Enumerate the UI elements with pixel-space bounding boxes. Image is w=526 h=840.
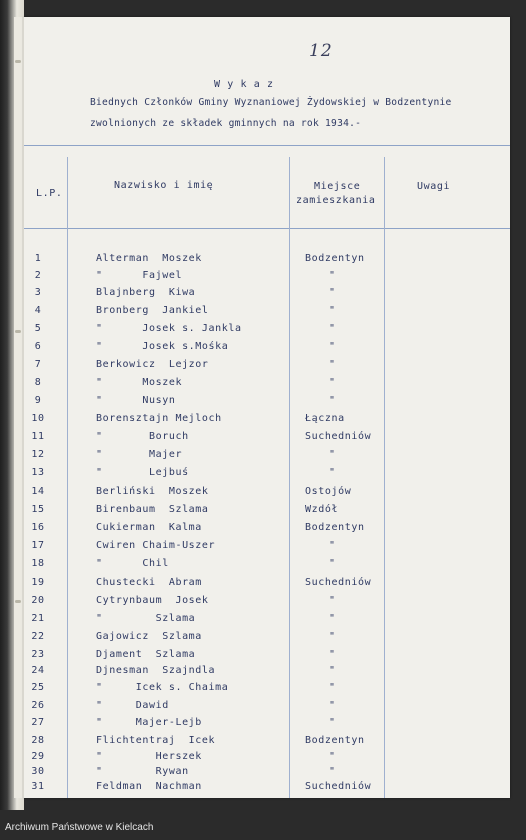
- row-name: " Josek s. Jankla: [96, 323, 242, 334]
- archive-label: Archiwum Państwowe w Kielcach: [5, 822, 154, 833]
- row-name: Blajnberg Kiwa: [96, 287, 196, 298]
- row-name: " Josek s.Mośka: [96, 341, 229, 352]
- row-name: Bronberg Jankiel: [96, 305, 209, 316]
- row-place: ": [329, 558, 336, 569]
- row-name: Cukierman Kalma: [96, 522, 202, 533]
- row-name: " Moszek: [96, 377, 183, 388]
- row-number: 25: [31, 682, 45, 693]
- row-number: 31: [31, 781, 45, 792]
- row-place: ": [329, 305, 336, 316]
- row-name: Berkowicz Lejzor: [96, 359, 209, 370]
- row-place: Suchedniów: [305, 577, 372, 588]
- document-subtitle-line1: Biednych Członków Gminy Wyznaniowej Żydowskiej w Bodzentynie: [90, 97, 452, 108]
- row-number: 3: [34, 287, 42, 298]
- row-number: 23: [31, 649, 45, 660]
- row-number: 24: [31, 665, 45, 676]
- row-name: Feldman Nachman: [96, 781, 202, 792]
- header-notes: Uwagi: [417, 181, 451, 192]
- row-name: Cytrynbaum Josek: [96, 595, 209, 606]
- row-number: 22: [31, 631, 45, 642]
- row-number: 6: [34, 341, 42, 352]
- row-place: Bodzentyn: [305, 735, 365, 746]
- row-place: ": [329, 540, 336, 551]
- document-page: [24, 17, 510, 798]
- row-place: ": [329, 665, 336, 676]
- row-name: Birenbaum Szlama: [96, 504, 209, 515]
- row-name: Berliński Moszek: [96, 486, 209, 497]
- row-place: Łączna: [305, 413, 345, 424]
- table-top-rule: [24, 145, 510, 146]
- table-header-rule: [24, 228, 510, 229]
- row-place: Suchedniów: [305, 431, 372, 442]
- row-name: " Rywan: [96, 766, 189, 777]
- row-name: " Majer: [96, 449, 183, 460]
- row-place: ": [329, 700, 336, 711]
- row-number: 5: [34, 323, 42, 334]
- row-name: " Herszek: [96, 751, 202, 762]
- binding-mark: [15, 60, 21, 63]
- row-number: 17: [31, 540, 45, 551]
- row-name: Djnesman Szajndla: [96, 665, 216, 676]
- row-place: ": [329, 359, 336, 370]
- row-place: ": [329, 766, 336, 777]
- row-place: ": [329, 682, 336, 693]
- row-number: 13: [31, 467, 45, 478]
- document-subtitle-line2: zwolnionych ze składek gminnych na rok 1934.-: [90, 118, 362, 129]
- row-number: 14: [31, 486, 45, 497]
- row-number: 20: [31, 595, 45, 606]
- row-number: 29: [31, 751, 45, 762]
- row-number: 15: [31, 504, 45, 515]
- row-number: 9: [34, 395, 42, 406]
- row-number: 11: [31, 431, 45, 442]
- row-number: 4: [34, 305, 42, 316]
- binding-mark: [15, 600, 21, 603]
- row-place: Suchedniów: [305, 781, 372, 792]
- row-name: Djament Szlama: [96, 649, 196, 660]
- row-place: ": [329, 751, 336, 762]
- row-number: 27: [31, 717, 45, 728]
- document-title: W y k a z: [214, 79, 274, 90]
- page-number: 12: [309, 41, 333, 61]
- column-divider: [67, 157, 68, 798]
- row-number: 30: [31, 766, 45, 777]
- row-name: " Chil: [96, 558, 169, 569]
- row-place: ": [329, 341, 336, 352]
- row-name: Chustecki Abram: [96, 577, 202, 588]
- row-name: Cwiren Chaim-Uszer: [96, 540, 216, 551]
- row-name: Gajowicz Szlama: [96, 631, 202, 642]
- row-number: 7: [34, 359, 42, 370]
- row-name: " Nusyn: [96, 395, 176, 406]
- row-number: 12: [31, 449, 45, 460]
- row-name: " Boruch: [96, 431, 189, 442]
- row-number: 8: [34, 377, 42, 388]
- row-number: 10: [31, 413, 45, 424]
- row-number: 26: [31, 700, 45, 711]
- row-place: ": [329, 631, 336, 642]
- row-place: Bodzentyn: [305, 522, 365, 533]
- row-place: ": [329, 287, 336, 298]
- row-place: ": [329, 323, 336, 334]
- row-number: 18: [31, 558, 45, 569]
- header-name: Nazwisko i imię: [114, 180, 214, 191]
- row-place: ": [329, 467, 336, 478]
- row-name: " Lejbuś: [96, 467, 189, 478]
- row-number: 21: [31, 613, 45, 624]
- row-name: " Fajwel: [96, 270, 183, 281]
- row-place: ": [329, 613, 336, 624]
- column-divider: [384, 157, 385, 798]
- row-place: ": [329, 649, 336, 660]
- row-place: ": [329, 377, 336, 388]
- row-place: ": [329, 270, 336, 281]
- row-number: 28: [31, 735, 45, 746]
- row-place: ": [329, 717, 336, 728]
- binding-mark: [15, 330, 21, 333]
- row-number: 19: [31, 577, 45, 588]
- row-place: ": [329, 449, 336, 460]
- row-place: Ostojów: [305, 486, 352, 497]
- row-number: 2: [34, 270, 42, 281]
- header-place-line2: zamieszkania: [296, 195, 376, 206]
- row-place: Wzdół: [305, 504, 339, 515]
- row-name: Flichtentraj Icek: [96, 735, 216, 746]
- row-name: Alterman Moszek: [96, 253, 202, 264]
- header-place-line1: Miejsce: [314, 181, 361, 192]
- row-number: 1: [34, 253, 42, 264]
- column-divider: [289, 157, 290, 798]
- row-place: ": [329, 595, 336, 606]
- row-number: 16: [31, 522, 45, 533]
- row-name: " Dawid: [96, 700, 169, 711]
- row-name: Borensztajn Mejloch: [96, 413, 222, 424]
- row-name: " Szlama: [96, 613, 196, 624]
- row-place: Bodzentyn: [305, 253, 365, 264]
- header-lp: L.P.: [36, 188, 63, 199]
- row-place: ": [329, 395, 336, 406]
- row-name: " Icek s. Chaima: [96, 682, 229, 693]
- row-name: " Majer-Lejb: [96, 717, 202, 728]
